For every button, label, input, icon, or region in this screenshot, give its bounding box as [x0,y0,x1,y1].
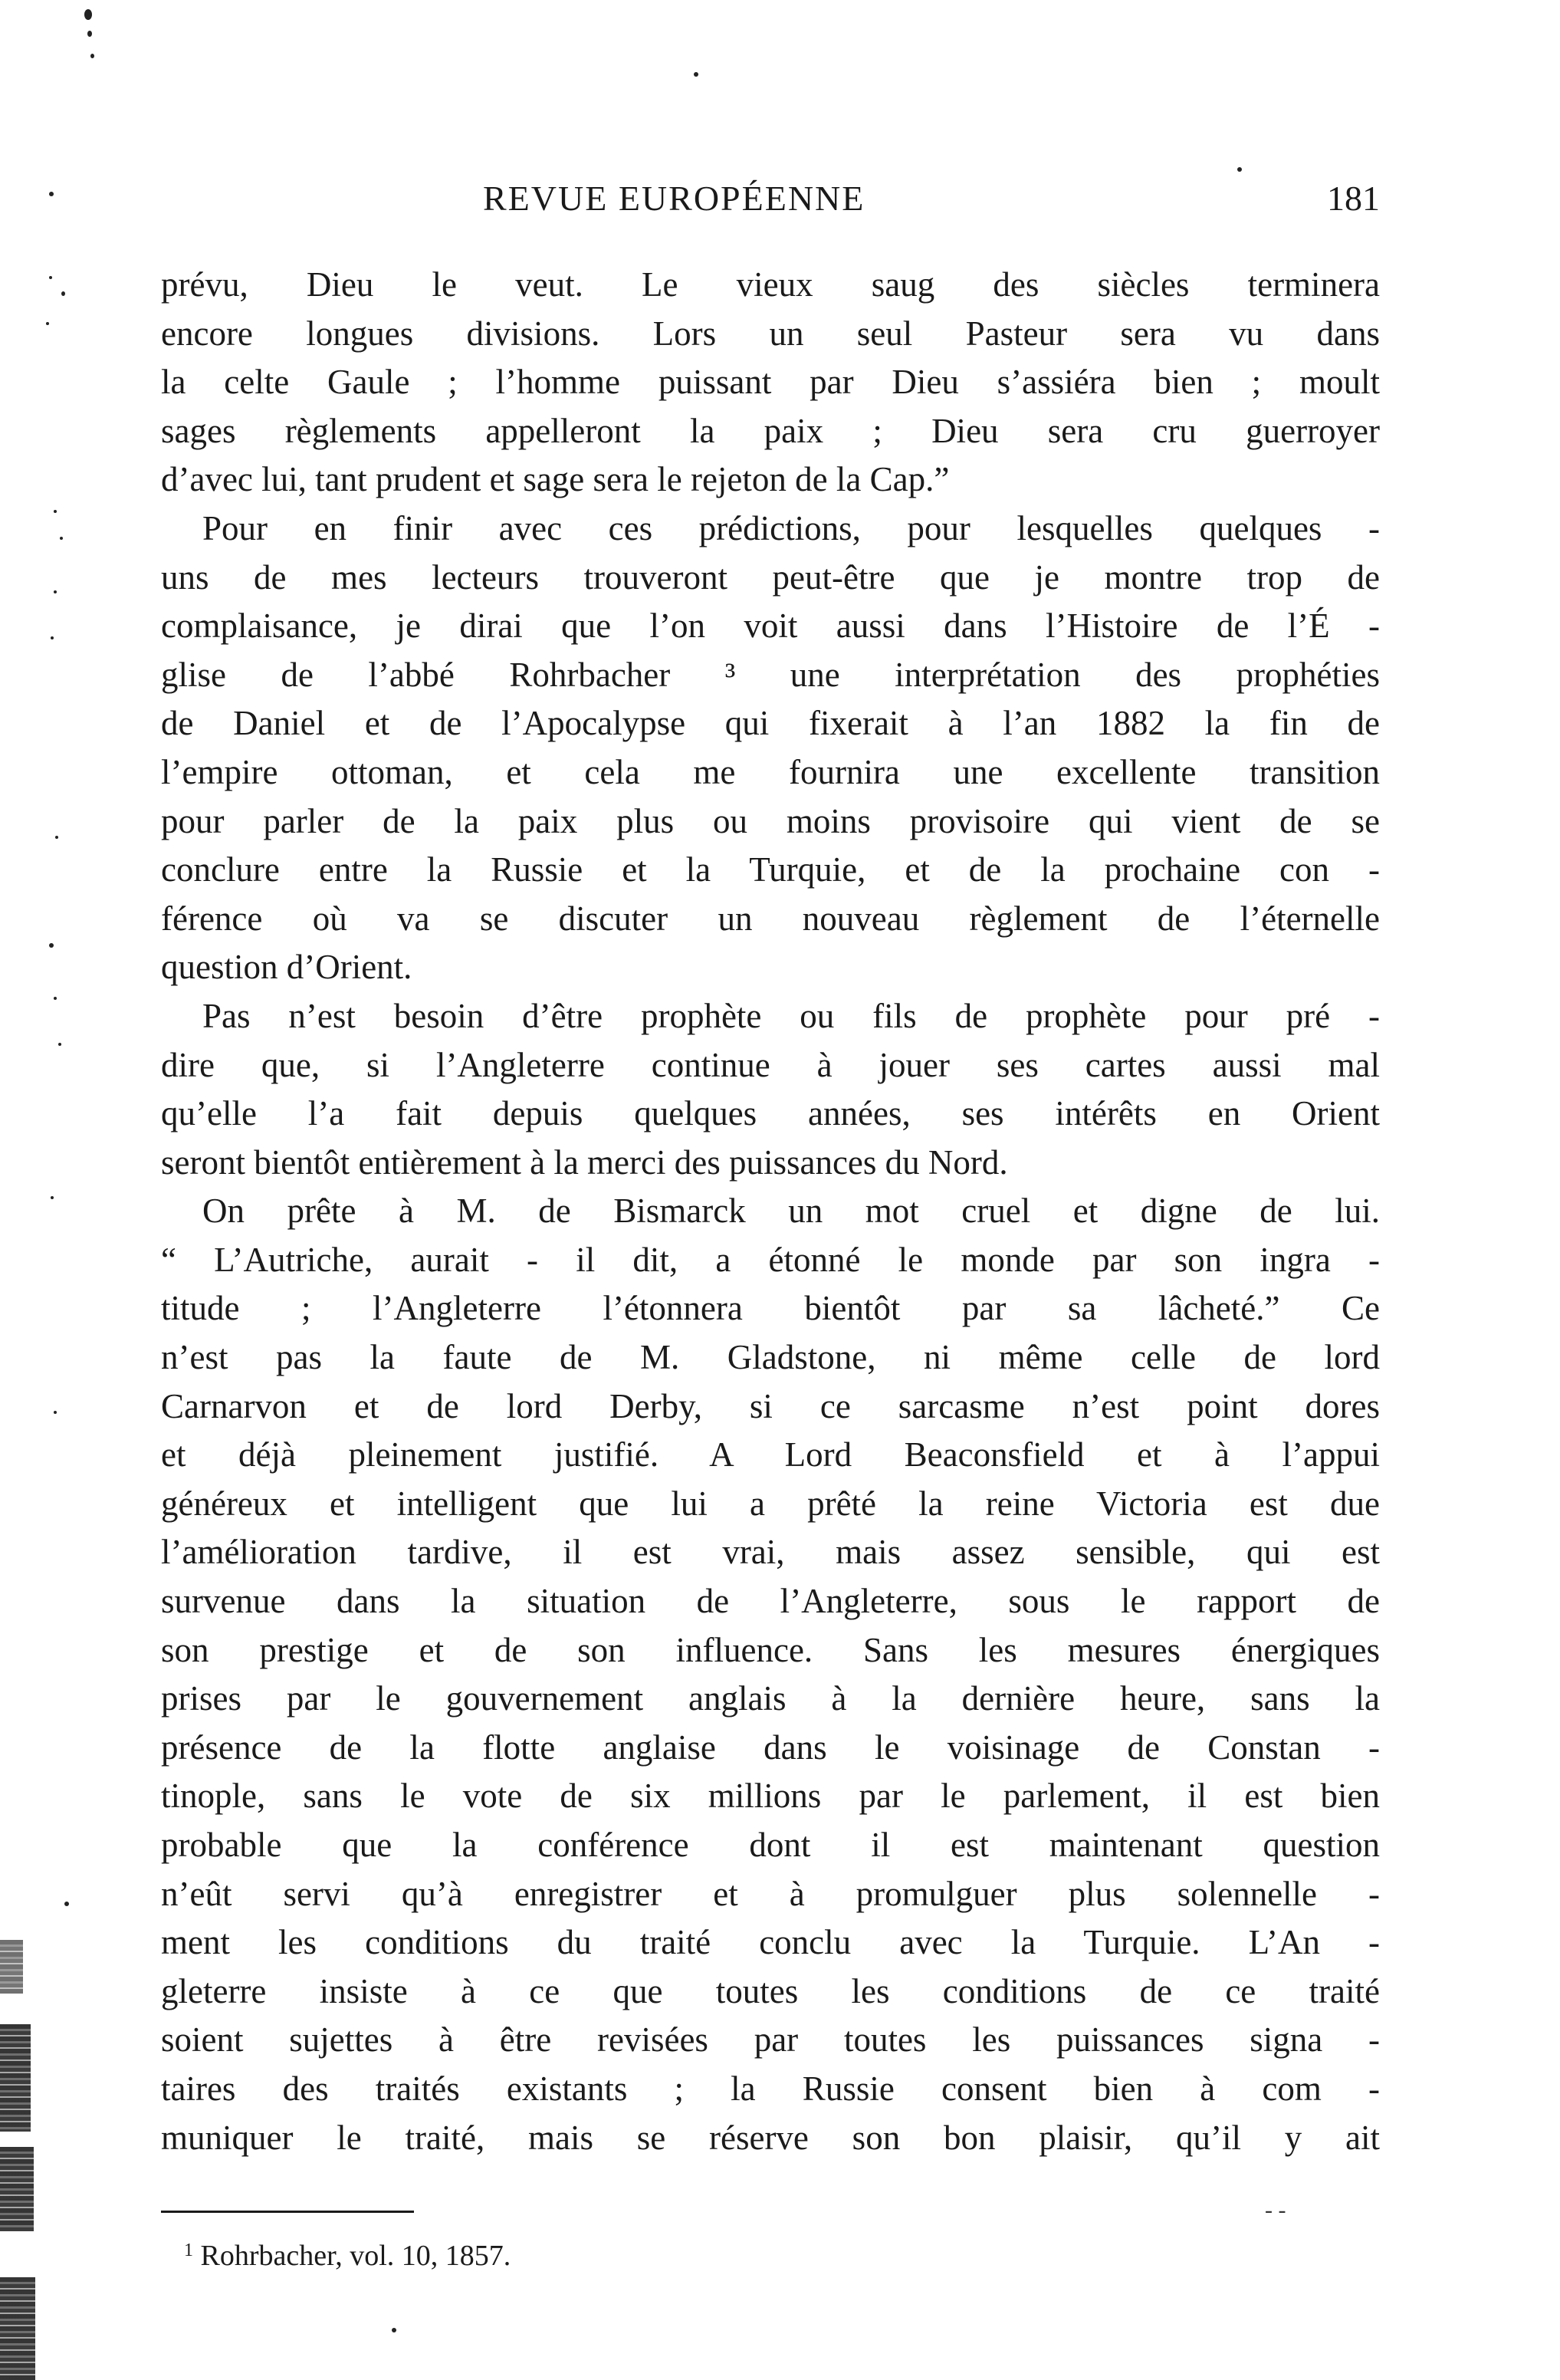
footnote [184,2239,511,2273]
text-line: survenue dans la situation de l’Angleterre, sous le rapport de [161,1582,1380,1621]
running-title: REVUE EUROPÉENNE [483,179,865,218]
text-line: de Daniel et de l’Apocalypse qui fixerait à l’an 1882 la fin de [161,704,1380,743]
stray-mark [694,72,698,77]
text-line: n’eût servi qu’à enregistrer et à promulguer plus solennelle - [161,1874,1380,1913]
text-line: On prête à M. de Bismarck un mot cruel et digne de lui. [202,1192,1380,1231]
text-line: prévu, Dieu le veut. Le vieux saug des siècles terminera [161,265,1380,304]
text-line: et déjà pleinement justifié. A Lord Beaconsfield et à l’appui [161,1435,1380,1474]
text-line: généreux et intelligent que lui a prêté la reine Victoria est due [161,1484,1380,1523]
scan-edge-noise [0,0,69,2380]
text-line: taires des traités existants ; la Russie consent bien à com - [161,2069,1380,2108]
text-line: probable que la conférence dont il est maintenant question [161,1826,1380,1864]
text-line: Pas n’est besoin d’être prophète ou fils de prophète pour pré - [202,996,1380,1035]
text-line: n’est pas la faute de M. Gladstone, ni même celle de lord [161,1338,1380,1377]
text-line: d’avec lui, tant prudent et sage sera le rejeton de la Cap.” [161,460,950,499]
text-line: question d’Orient. [161,948,412,987]
text-line: sages règlements appelleront la paix ; Dieu sera cru guerroyer [161,411,1380,450]
text-line: seront bientôt entièrement à la merci des puissances du Nord. [161,1142,1008,1182]
text-line: l’amélioration tardive, il est vrai, mais assez sensible, qui est [161,1533,1380,1572]
text-line: présence de la flotte anglaise dans le voisinage de Constan - [161,1727,1380,1767]
text-line: l’empire ottoman, et cela me fournira une excellente transition [161,752,1380,791]
text-line: gleterre insiste à ce que toutes les conditions de ce traité [161,1971,1380,2010]
text-line: qu’elle l’a fait depuis quelques années, ses intérêts en Orient [161,1094,1380,1133]
footnote-rule [161,2211,414,2213]
text-line: encore longues divisions. Lors un seul Pasteur sera vu dans [161,314,1380,353]
text-line: conclure entre la Russie et la Turquie, et de la prochaine con - [161,850,1380,889]
text-line: pour parler de la paix plus ou moins provisoire qui vient de se [161,801,1380,840]
text-line: “ L’Autriche, aurait - il dit, a étonné le monde par son ingra - [161,1240,1380,1279]
text-line: dire que, si l’Angleterre continue à jouer ses cartes aussi mal [161,1045,1380,1084]
page-header [161,178,1380,232]
text-line: ment les conditions du traité conclu avec la Turquie. L’An - [161,1923,1380,1962]
text-line: tinople, sans le vote de six millions par le parlement, il est bien [161,1777,1380,1816]
text-line: glise de l’abbé Rohrbacher ³ une interprétation des prophéties [161,655,1380,694]
stray-mark [392,2328,396,2332]
text-line: Pour en finir avec ces prédictions, pour lesquelles quelques - [202,508,1380,547]
stray-mark [1237,167,1242,172]
text-line: férence où va se discuter un nouveau règlement de l’éternelle [161,899,1380,938]
text-line: muniquer le traité, mais se réserve son bon plaisir, qu’il y ait [161,2118,1380,2157]
text-line: prises par le gouvernement anglais à la dernière heure, sans la [161,1679,1380,1718]
text-line: la celte Gaule ; l’homme puissant par Dieu s’assiéra bien ; moult [161,363,1380,402]
footnote-marker: 1 [184,2240,193,2260]
text-line: uns de mes lecteurs trouveront peut-être que je montre trop de [161,557,1380,597]
text-line: son prestige et de son influence. Sans les mesures énergiques [161,1630,1380,1669]
text-line: soient sujettes à être revisées par toutes les puissances signa - [161,2020,1380,2059]
footnote-text: Rohrbacher, vol. 10, 1857. [200,2240,511,2272]
text-line: titude ; l’Angleterre l’étonnera bientôt par sa lâcheté.” Ce [161,1289,1380,1328]
text-line: Carnarvon et de lord Derby, si ce sarcasme n’est point dores [161,1386,1380,1425]
text-line: complaisance, je dirai que l’on voit aussi dans l’Histoire de l’É - [161,607,1380,646]
body-text [161,261,1380,2162]
rule-mark: - - [1265,2198,1286,2223]
page-number: 181 [1327,179,1380,218]
